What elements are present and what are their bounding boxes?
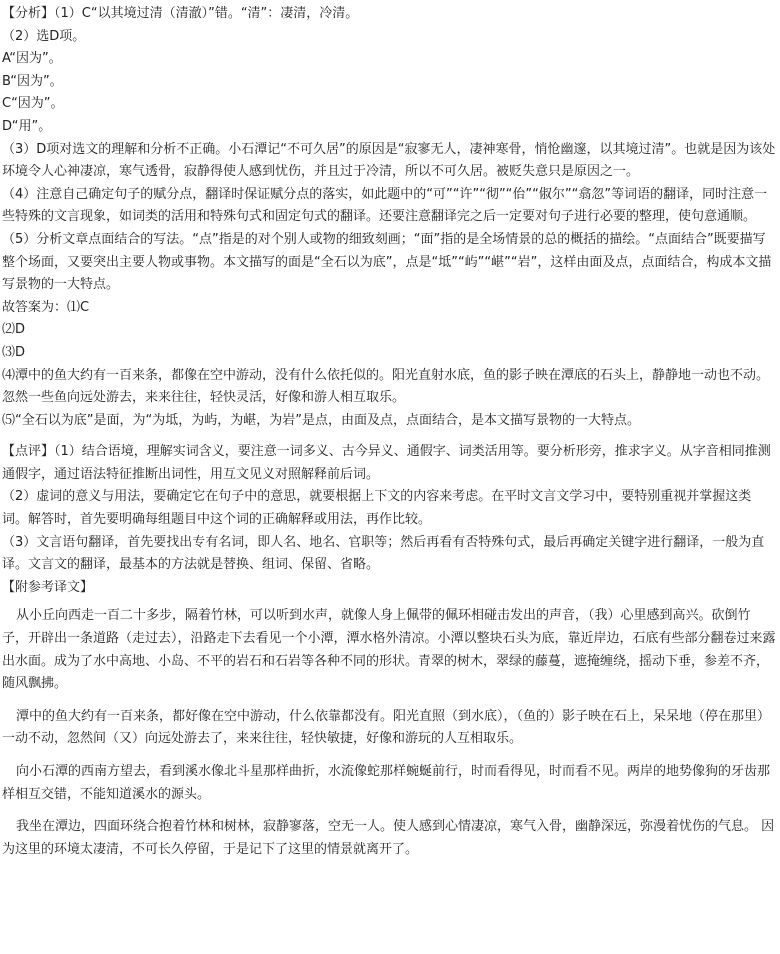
section-gap <box>2 432 776 441</box>
translation-paragraph-1: 从小丘向西走一百二十多步，隔着竹林，可以听到水声，就像人身上佩带的佩环相碰击发出的声音，（我）心里感到高兴。砍倒竹子，开辟出一条道路（走过去），沿路走下去看见一个小潭，潭水格外清凉。小潭以整块石头为底，靠近岸边，石底有些部分翻卷过来露出水面。成为了水中高地、小岛、不平的岩石和石岩等各种不同的形状。青翠的树木，翠绿的藤蔓，遮掩缠绕，摇动下垂，参差不齐，随风飘拂。 <box>2 608 776 692</box>
analysis-paragraph-3: （3）D项对选文的理解和分析不正确。小石潭记“不可久居”的原因是“寂寥无人，凄神寒骨，悄怆幽邃，以其境过清”。也就是因为该处环境令人心神凄凉，寒气透骨，寂静得使人感到忧伤，并且过于冷清，所以不可久居。被贬失意只是原因之一。 <box>2 141 776 180</box>
paragraph-gap <box>2 696 776 706</box>
translation-paragraph-4: 我坐在潭边，四面环绕合抱着竹林和树林，寂静寥落，空无一人。使人感到心情凄凉，寒气入骨，幽静深远，弥漫着忧伤的气息。 因为这里的环境太凄清，不可长久停留，于是记下了这里的情景就离开了。 <box>2 819 775 857</box>
translation-section <box>2 605 776 861</box>
analysis-option-a: A“因为”。 <box>2 51 62 67</box>
paragraph-gap <box>2 751 776 761</box>
translation-paragraph-3: 向小石潭的西南方望去，看到溪水像北斗星那样曲折，水流像蛇那样蜿蜒前行，时而看得见，时而看不见。两岸的地势像狗的牙齿那样相互交错，不能知道溪水的源头。 <box>2 764 771 802</box>
answer-1: 故答案为：⑴C <box>2 299 90 315</box>
analysis-line-1: 【分析】（1）C“以其境过清（清澈）”错。“清”：凄清，冷清。 <box>2 6 359 21</box>
analysis-line-2: （2）选D项。 <box>2 28 86 44</box>
answer-2: ⑵D <box>2 322 26 338</box>
analysis-section <box>2 3 776 297</box>
comment-3: （3）文言语句翻译，首先要找出专有名词，即人名、地名、官职等；然后再看有否特殊句式，最后再确定关键字进行翻译，一般为直译。文言文的翻译，最基本的方法就是替换、组词、保留、省略。 <box>2 534 765 573</box>
answer-4: ⑷潭中的鱼大约有一百来条，都像在空中游动，没有什么依托似的。阳光直射水底，鱼的影子映在潭底的石头上，静静地一动也不动。忽然一些鱼向远处游去，来来往往，轻快灵活，好像和游人相互取乐。 <box>2 367 770 406</box>
comment-1: 【点评】（1）结合语境，理解实词含义，要注意一词多义、古今异义、通假字、词类活用等。要分析形旁，推求字义。从字音相同推测通假字，通过语法特征推断出词性，用互文见义对照解释前后词。 <box>2 444 771 482</box>
analysis-option-d: D“用”。 <box>2 118 52 134</box>
analysis-paragraph-4: （4）注意自己确定句子的赋分点，翻译时保证赋分点的落实，如此题中的“可”“许”“彻”“佁”“俶尔”“翕忽”等词语的翻译，同时注意一些特殊的文言现象，如词类的活用和特殊句式和固定句式的翻译。还要注意翻译完之后一定要对句子进行必要的整理，使句意通顺。 <box>2 186 768 225</box>
answer-3: ⑶D <box>2 344 26 360</box>
paragraph-gap <box>2 806 776 816</box>
translation-heading: 【附参考译文】 <box>2 579 94 595</box>
translation-paragraph-2: 潭中的鱼大约有一百来条，都好像在空中游动，什么依靠都没有。阳光直照（到水底），（鱼的）影子映在石上，呆呆地（停在那里）一动不动，忽然间（又）向远处游去了，来来往往，轻快敏捷，好像和游玩的人互相取乐。 <box>2 708 771 747</box>
analysis-option-b: B“因为”。 <box>2 73 63 89</box>
answer-section <box>2 297 776 433</box>
comment-2: （2）虚词的意义与用法，要确定它在句子中的意思，就要根据上下文的内容来考虑。在平时文言文学习中，要特别重视并掌握这类词。解答时，首先要明确每组题目中这个词的正确解释或用法，再作比较。 <box>2 489 752 528</box>
analysis-paragraph-5: （5）分析文章点面结合的写法。“点”指是的对个别人或物的细致刻画；“面”指的是全场情景的总的概括的描绘。“点面结合”既要描写整个场面，又要突出主要人物或事物。本文描写的面是“全石以为底”，点是“坻”“屿”“嵁”“岩”，这样由面及点，点面结合，构成本文描写景物的一大特点。 <box>2 231 772 293</box>
analysis-option-c: C“因为”。 <box>2 96 64 112</box>
answer-5: ⑸“全石以为底”是面，为“为坻，为屿，为嵁，为岩”是点，由面及点，点面结合，是本文描写景物的一大特点。 <box>2 412 640 428</box>
comment-section <box>2 441 776 599</box>
